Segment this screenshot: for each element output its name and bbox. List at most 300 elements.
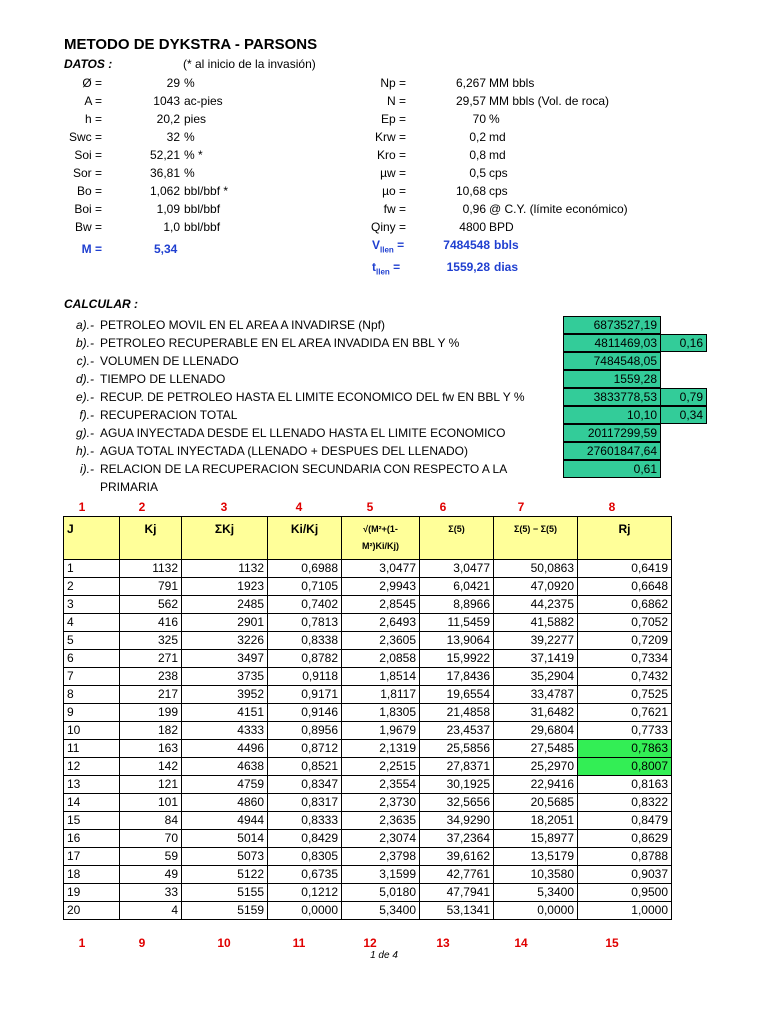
param-value: 10,68 (455, 184, 486, 198)
param-unit: % (184, 130, 195, 144)
table-cell: 18 (64, 866, 120, 884)
table-row (64, 884, 672, 902)
table-cell: 2,3554 (342, 776, 420, 794)
param-row (60, 218, 360, 236)
calc-item-letter: a).- (76, 318, 94, 332)
calc-result-box: 6873527,19 (563, 316, 661, 334)
calc-item-text: TIEMPO DE LLENADO (100, 372, 226, 386)
param-row (360, 110, 660, 128)
table-cell: 11,5459 (420, 614, 494, 632)
param-value: 6,267 (455, 76, 486, 90)
table-row (64, 596, 672, 614)
table-cell: 8,8966 (420, 596, 494, 614)
param-label: Sor = (72, 166, 102, 180)
calc-item (60, 334, 560, 352)
t-llen-row (366, 258, 666, 276)
column-number: 10 (217, 936, 231, 950)
table-cell: 5159 (182, 902, 268, 920)
table-row (64, 614, 672, 632)
table-cell: 37,1419 (494, 650, 578, 668)
table-cell: 791 (120, 578, 182, 596)
table-cell: 0,8712 (268, 740, 342, 758)
calc-percent-box: 0,16 (660, 334, 707, 352)
table-cell: 0,7209 (578, 632, 672, 650)
param-value: 32 (166, 130, 180, 144)
param-unit: bbl/bbf (184, 220, 221, 234)
column-number: 13 (436, 936, 450, 950)
table-cell: 4638 (182, 758, 268, 776)
table-cell: 25,5856 (420, 740, 494, 758)
calc-item (60, 460, 560, 494)
param-row (360, 74, 660, 92)
table-cell: 49 (120, 866, 182, 884)
table-cell: 2485 (182, 596, 268, 614)
param-label: Krw = (374, 130, 406, 144)
column-header: Ki/Kj (268, 517, 342, 560)
table-cell: 4333 (182, 722, 268, 740)
calc-result-box: 1559,28 (563, 370, 661, 388)
table-cell: 27,8371 (420, 758, 494, 776)
param-label: µo = (382, 184, 406, 198)
param-unit: pies (184, 112, 207, 126)
calc-item-letter: d).- (76, 372, 94, 386)
param-row (60, 240, 360, 258)
column-header: Σ(5) (420, 517, 494, 560)
param-row (60, 164, 360, 182)
column-number: 12 (363, 936, 377, 950)
table-cell: 0,8305 (268, 848, 342, 866)
table-cell: 5014 (182, 830, 268, 848)
table-cell: 238 (120, 668, 182, 686)
table-cell: 3 (64, 596, 120, 614)
table-cell: 0,9171 (268, 686, 342, 704)
param-unit: @ C.Y. (límite económico) (489, 202, 628, 216)
table-cell: 271 (120, 650, 182, 668)
table-cell: 0,8782 (268, 650, 342, 668)
table-cell: 0,8479 (578, 812, 672, 830)
param-label: µw = (380, 166, 406, 180)
calc-item (60, 316, 560, 334)
column-header: J (64, 517, 120, 560)
v-llen-label: $V_{llen}$ = (372, 238, 405, 255)
table-cell: 0,7334 (578, 650, 672, 668)
calc-item-text: PETROLEO RECUPERABLE EN EL AREA INVADIDA EN BBL Y % (100, 336, 460, 350)
table-row (64, 632, 672, 650)
table-cell: 3,0477 (420, 560, 494, 578)
column-number: 3 (220, 500, 228, 514)
param-label: Ø = (82, 76, 102, 90)
table-cell: 9 (64, 704, 120, 722)
table-cell: 41,5882 (494, 614, 578, 632)
param-value: 1043 (153, 94, 180, 108)
table-cell: 8 (64, 686, 120, 704)
table-cell: 39,6162 (420, 848, 494, 866)
table-row (64, 560, 672, 578)
table-cell: 0,6648 (578, 578, 672, 596)
table-cell: 84 (120, 812, 182, 830)
table-cell: 13 (64, 776, 120, 794)
param-row (360, 128, 660, 146)
table-cell: 0,8429 (268, 830, 342, 848)
param-value: 70 (472, 112, 486, 126)
table-cell: 5122 (182, 866, 268, 884)
table-cell: 163 (120, 740, 182, 758)
table-row (64, 812, 672, 830)
column-number: 4 (295, 500, 303, 514)
table-cell: 0,8007 (578, 758, 672, 776)
table-cell: 2,1319 (342, 740, 420, 758)
column-number: 6 (439, 500, 447, 514)
table-cell: 2 (64, 578, 120, 596)
calcular-label: CALCULAR : (64, 297, 138, 311)
table-cell: 121 (120, 776, 182, 794)
table-cell: 0,6988 (268, 560, 342, 578)
table-cell: 562 (120, 596, 182, 614)
param-value: 20,2 (156, 112, 180, 126)
param-value: 4800 (459, 220, 486, 234)
table-cell: 44,2375 (494, 596, 578, 614)
table-cell: 3226 (182, 632, 268, 650)
table-row (64, 578, 672, 596)
param-unit: md (489, 130, 506, 144)
column-number: 11 (292, 936, 306, 950)
table-cell: 2,3730 (342, 794, 420, 812)
column-number: 7 (517, 500, 525, 514)
table-cell: 2,0858 (342, 650, 420, 668)
table-cell: 17,8436 (420, 668, 494, 686)
table-cell: 22,9416 (494, 776, 578, 794)
table-cell: 11 (64, 740, 120, 758)
table-cell: 7 (64, 668, 120, 686)
table-cell: 31,6482 (494, 704, 578, 722)
column-number: 15 (605, 936, 619, 950)
t-llen-label: $t_{llen}$ = (372, 260, 401, 277)
param-value: 0,8 (469, 148, 486, 162)
table-cell: 47,0920 (494, 578, 578, 596)
table-cell: 33,4787 (494, 686, 578, 704)
calc-result-box: 7484548,05 (563, 352, 661, 370)
column-number: 5 (366, 500, 374, 514)
table-cell: 12 (64, 758, 120, 776)
calc-result-box: 3833778,53 (563, 388, 661, 406)
param-unit: bbl/bbf (184, 202, 221, 216)
table-row (64, 776, 672, 794)
table-cell: 0,6419 (578, 560, 672, 578)
param-unit: % (489, 112, 500, 126)
data-table (63, 516, 672, 920)
table-cell: 101 (120, 794, 182, 812)
table-cell: 23,4537 (420, 722, 494, 740)
column-header: Kj (120, 517, 182, 560)
column-number: 8 (608, 500, 616, 514)
table-cell: 32,5656 (420, 794, 494, 812)
param-value: 0,2 (469, 130, 486, 144)
param-row (360, 146, 660, 164)
table-cell: 17 (64, 848, 120, 866)
table-cell: 0,8163 (578, 776, 672, 794)
table-cell: 14 (64, 794, 120, 812)
table-cell: 35,2904 (494, 668, 578, 686)
table-cell: 2,6493 (342, 614, 420, 632)
table-cell: 53,1341 (420, 902, 494, 920)
table-cell: 0,9500 (578, 884, 672, 902)
table-cell: 0,8788 (578, 848, 672, 866)
param-label: Qiny = (370, 220, 406, 234)
param-row (60, 74, 360, 92)
table-cell: 1,0000 (578, 902, 672, 920)
param-unit: bbl/bbf * (184, 184, 229, 198)
table-cell: 21,4858 (420, 704, 494, 722)
column-number: 1 (78, 936, 86, 950)
param-value: 0,5 (469, 166, 486, 180)
param-unit: md (489, 148, 506, 162)
table-cell: 0,9037 (578, 866, 672, 884)
table-cell: 16 (64, 830, 120, 848)
table-cell: 1132 (182, 560, 268, 578)
param-value: 36,81 (149, 166, 180, 180)
calc-item-letter: h).- (76, 444, 94, 458)
param-label: fw = (383, 202, 406, 216)
param-label: N = (386, 94, 406, 108)
column-number: 9 (138, 936, 146, 950)
param-row (360, 218, 660, 236)
table-cell: 0,8317 (268, 794, 342, 812)
table-cell: 0,8629 (578, 830, 672, 848)
param-unit: % (184, 166, 195, 180)
param-row (60, 110, 360, 128)
param-label: Swc = (68, 130, 102, 144)
table-row (64, 758, 672, 776)
table-cell: 6 (64, 650, 120, 668)
table-cell: 19 (64, 884, 120, 902)
table-cell: 0,9118 (268, 668, 342, 686)
calc-item-text: AGUA TOTAL INYECTADA (LLENADO + DESPUES DEL LLENADO) (100, 444, 469, 458)
calc-result-box: 20117299,59 (563, 424, 661, 442)
table-cell: 34,9290 (420, 812, 494, 830)
table-cell: 10,3580 (494, 866, 578, 884)
table-cell: 2,3635 (342, 812, 420, 830)
table-cell: 0,7733 (578, 722, 672, 740)
table-cell: 29,6804 (494, 722, 578, 740)
param-row (360, 182, 660, 200)
table-row (64, 740, 672, 758)
table-cell: 0,8347 (268, 776, 342, 794)
table-cell: 0,7621 (578, 704, 672, 722)
param-value: 5,34 (154, 242, 178, 256)
param-unit: cps (489, 184, 508, 198)
calc-result-box: 10,10 (563, 406, 661, 424)
table-cell: 0,8333 (268, 812, 342, 830)
table-row (64, 794, 672, 812)
param-label: Boi = (74, 202, 102, 216)
calc-item-text: RECUPERACION TOTAL (100, 408, 238, 422)
table-cell: 0,9146 (268, 704, 342, 722)
table-cell: 15,9922 (420, 650, 494, 668)
table-cell: 3735 (182, 668, 268, 686)
table-cell: 182 (120, 722, 182, 740)
param-label: Kro = (376, 148, 406, 162)
table-cell: 10 (64, 722, 120, 740)
param-value: 1,09 (156, 202, 180, 216)
param-row (360, 92, 660, 110)
calc-item-letter: c).- (76, 354, 94, 368)
param-unit: % (184, 76, 195, 90)
calc-item (60, 388, 560, 406)
table-cell: 0,6862 (578, 596, 672, 614)
calc-item (60, 406, 560, 424)
table-cell: 4151 (182, 704, 268, 722)
param-label: Bw = (74, 220, 102, 234)
table-cell: 37,2364 (420, 830, 494, 848)
table-cell: 0,0000 (268, 902, 342, 920)
table-cell: 27,5485 (494, 740, 578, 758)
table-cell: 3497 (182, 650, 268, 668)
datos-label: DATOS : (64, 57, 113, 71)
table-row (64, 704, 672, 722)
table-cell: 42,7761 (420, 866, 494, 884)
table-cell: 5 (64, 632, 120, 650)
table-cell: 0,8322 (578, 794, 672, 812)
table-cell: 3952 (182, 686, 268, 704)
page-title: METODO DE DYKSTRA - PARSONS (64, 36, 318, 53)
table-cell: 416 (120, 614, 182, 632)
table-row (64, 650, 672, 668)
param-value: 0,96 (462, 202, 486, 216)
param-value: 29 (166, 76, 180, 90)
calc-percent-box: 0,79 (660, 388, 707, 406)
column-header: √(M²+(1-M²)Ki/Kj) (342, 517, 420, 560)
table-cell: 19,6554 (420, 686, 494, 704)
table-cell: 2,9943 (342, 578, 420, 596)
page-footer: 1 de 4 (370, 950, 398, 961)
table-cell: 4 (120, 902, 182, 920)
table-cell: 142 (120, 758, 182, 776)
calc-item-text: RECUP. DE PETROLEO HASTA EL LIMITE ECONOMICO DEL fw EN BBL Y % (100, 390, 525, 404)
table-cell: 0,7432 (578, 668, 672, 686)
calc-item-text: PETROLEO MOVIL EN EL AREA A INVADIRSE (Npf) (100, 318, 385, 332)
table-cell: 3,0477 (342, 560, 420, 578)
param-label: Bo = (76, 184, 102, 198)
table-cell: 0,7402 (268, 596, 342, 614)
table-cell: 6,0421 (420, 578, 494, 596)
table-cell: 2,2515 (342, 758, 420, 776)
table-row (64, 668, 672, 686)
table-cell: 5073 (182, 848, 268, 866)
calc-item-text: AGUA INYECTADA DESDE EL LLENADO HASTA EL LIMITE ECONOMICO (100, 426, 506, 440)
param-value: 1,062 (149, 184, 180, 198)
calc-result-box: 4811469,03 (563, 334, 661, 352)
column-number: 1 (78, 500, 86, 514)
param-value: 29,57 (455, 94, 486, 108)
table-cell: 1923 (182, 578, 268, 596)
calc-result-box: 27601847,64 (563, 442, 661, 460)
param-unit: cps (489, 166, 508, 180)
table-cell: 1,9679 (342, 722, 420, 740)
table-cell: 50,0863 (494, 560, 578, 578)
table-cell: 20,5685 (494, 794, 578, 812)
param-row (60, 128, 360, 146)
table-row (64, 866, 672, 884)
param-label: A = (84, 94, 102, 108)
table-cell: 2,3074 (342, 830, 420, 848)
param-row (60, 200, 360, 218)
table-cell: 4759 (182, 776, 268, 794)
param-value: 1,0 (163, 220, 180, 234)
calc-result-box: 0,61 (563, 460, 661, 478)
param-unit: % * (184, 148, 203, 162)
table-cell: 0,0000 (494, 902, 578, 920)
calc-item (60, 442, 560, 460)
param-unit: ac-pies (184, 94, 223, 108)
table-cell: 1,8117 (342, 686, 420, 704)
param-label: h = (84, 112, 102, 126)
table-cell: 18,2051 (494, 812, 578, 830)
table-cell: 13,9064 (420, 632, 494, 650)
calc-item-text: RELACION DE LA RECUPERACION SECUNDARIA CON RESPECTO A LA PRIMARIA (100, 462, 507, 494)
table-cell: 33 (120, 884, 182, 902)
param-row (360, 200, 660, 218)
table-cell: 4860 (182, 794, 268, 812)
param-row (360, 164, 660, 182)
table-cell: 0,1212 (268, 884, 342, 902)
table-cell: 4 (64, 614, 120, 632)
table-row (64, 830, 672, 848)
param-row (60, 146, 360, 164)
table-cell: 5,0180 (342, 884, 420, 902)
param-label: Np = (380, 76, 406, 90)
calc-item-letter: e).- (76, 390, 94, 404)
param-unit: BPD (489, 220, 514, 234)
column-header: Rj (578, 517, 672, 560)
column-number: 14 (514, 936, 528, 950)
table-header-row (64, 517, 672, 560)
v-llen-value: 7484548 (443, 238, 490, 252)
param-unit: MM bbls (489, 76, 535, 90)
table-cell: 199 (120, 704, 182, 722)
table-cell: 0,8338 (268, 632, 342, 650)
table-cell: 15,8977 (494, 830, 578, 848)
table-cell: 1 (64, 560, 120, 578)
table-cell: 0,7863 (578, 740, 672, 758)
table-cell: 0,6735 (268, 866, 342, 884)
param-unit: MM bbls (Vol. de roca) (489, 94, 610, 108)
table-cell: 25,2970 (494, 758, 578, 776)
table-cell: 70 (120, 830, 182, 848)
table-cell: 0,7052 (578, 614, 672, 632)
table-cell: 3,1599 (342, 866, 420, 884)
table-cell: 4496 (182, 740, 268, 758)
table-cell: 5155 (182, 884, 268, 902)
table-cell: 4944 (182, 812, 268, 830)
datos-note: (* al inicio de la invasión) (183, 57, 316, 71)
column-header: ΣKj (182, 517, 268, 560)
param-label: Soi = (74, 148, 102, 162)
table-cell: 325 (120, 632, 182, 650)
table-cell: 2,8545 (342, 596, 420, 614)
calc-item-text: VOLUMEN DE LLENADO (100, 354, 239, 368)
table-cell: 13,5179 (494, 848, 578, 866)
calc-item (60, 352, 560, 370)
v-llen-row (366, 236, 666, 254)
table-cell: 1,8514 (342, 668, 420, 686)
calc-item-letter: i).- (80, 462, 94, 476)
table-cell: 0,8956 (268, 722, 342, 740)
table-cell: 0,7105 (268, 578, 342, 596)
table-cell: 39,2277 (494, 632, 578, 650)
calc-item (60, 370, 560, 388)
calc-item-letter: b).- (76, 336, 94, 350)
column-header: Σ(5) − Σ(5) (494, 517, 578, 560)
